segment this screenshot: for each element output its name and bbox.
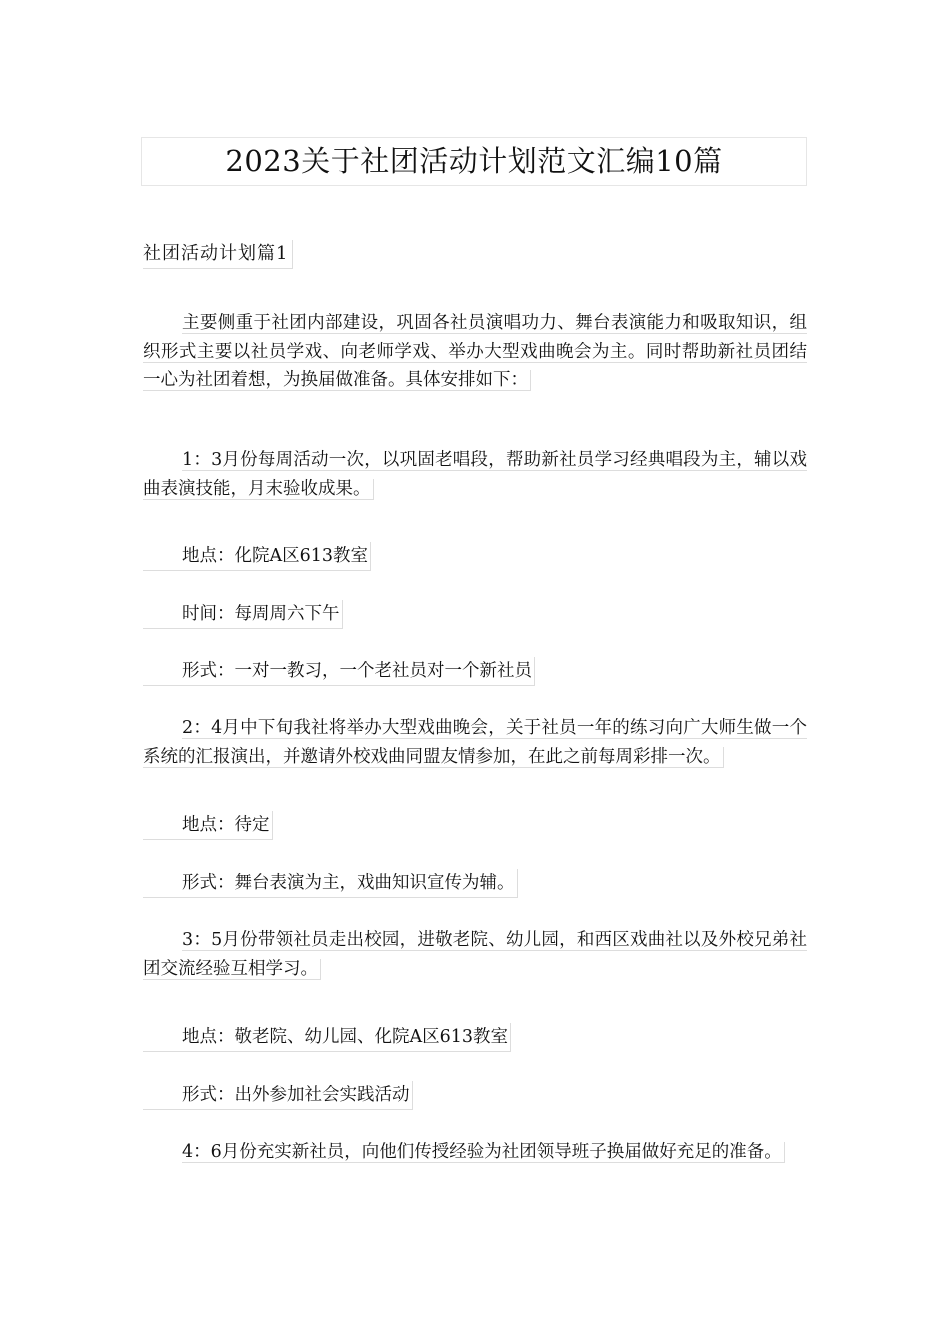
item1-place: 地点：化院A区613教室	[143, 542, 371, 571]
paragraph-item1	[143, 446, 807, 503]
paragraph-intro	[143, 309, 807, 395]
paragraph-item3-text: 3：5月份带领社员走出校园，进敬老院、幼儿园，和西区戏曲社以及外校兄弟社团交流经验互相学习。	[143, 930, 807, 979]
item3-form: 形式：出外参加社会实践活动	[143, 1081, 413, 1110]
paragraph-intro-text: 主要侧重于社团内部建设，巩固各社员演唱功力、舞台表演能力和吸取知识，组织形式主要以社员学戏、向老师学戏、举办大型戏曲晚会为主。同时帮助新社员团结一心为社团着想，为换届做准备。具体安排如下：	[143, 313, 807, 390]
paragraph-item3	[143, 926, 807, 983]
item2-place: 地点：待定	[143, 811, 273, 840]
item3-place: 地点：敬老院、幼儿园、化院A区613教室	[143, 1023, 511, 1052]
paragraph-item4	[143, 1138, 807, 1167]
paragraph-item2-text: 2：4月中下旬我社将举办大型戏曲晚会，关于社员一年的练习向广大师生做一个系统的汇报演出，并邀请外校戏曲同盟友情参加，在此之前每周彩排一次。	[143, 718, 807, 767]
item1-form: 形式：一对一教习，一个老社员对一个新社员	[143, 657, 535, 686]
item1-time: 时间：每周周六下午	[143, 600, 343, 629]
item2-form: 形式：舞台表演为主，戏曲知识宣传为辅。	[143, 869, 518, 898]
paragraph-item2	[143, 714, 807, 771]
paragraph-item4-text: 4：6月份充实新社员，向他们传授经验为社团领导班子换届做好充足的准备。	[182, 1142, 785, 1163]
document-title: 2023关于社团活动计划范文汇编10篇	[141, 137, 807, 186]
section-heading: 社团活动计划篇1	[143, 240, 293, 269]
paragraph-item1-text: 1：3月份每周活动一次，以巩固老唱段，帮助新社员学习经典唱段为主，辅以戏曲表演技能，月末验收成果。	[143, 450, 807, 499]
